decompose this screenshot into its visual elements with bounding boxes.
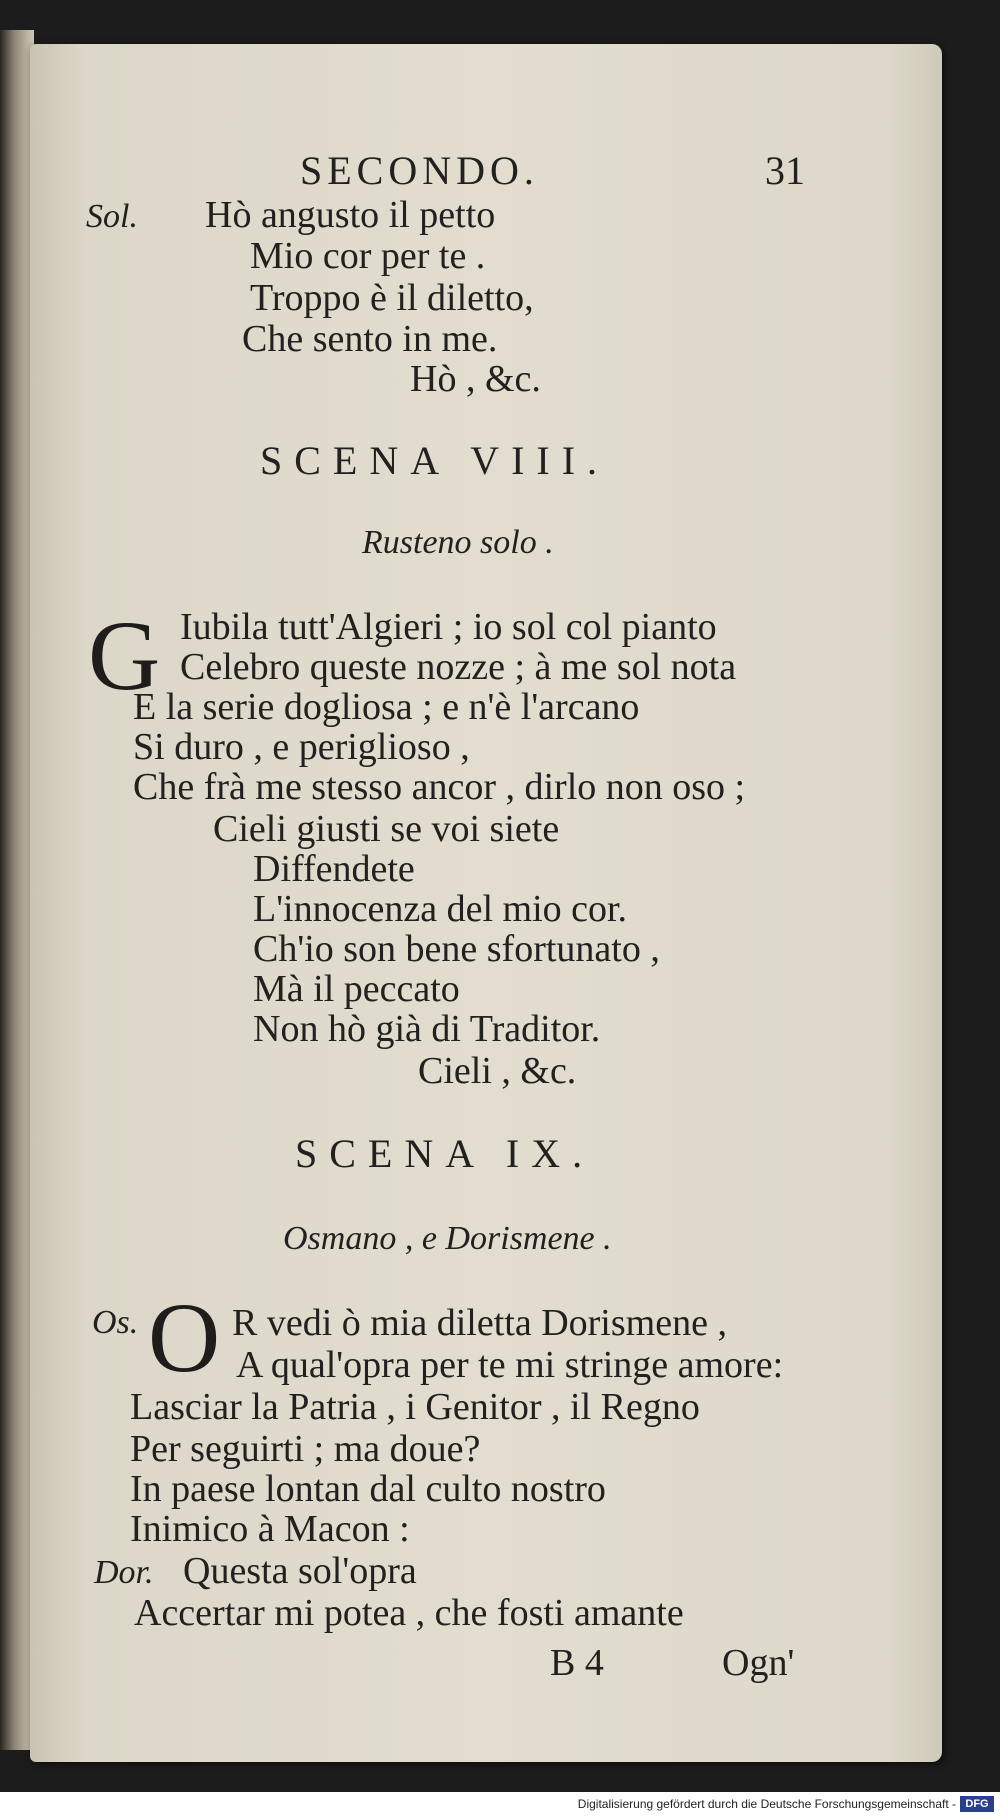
verse-line: Mio cor per te . [250, 235, 486, 277]
verse-line: Accertar mi potea , che fosti amante [134, 1592, 684, 1634]
verse-line: A qual'opra per te mi stringe amore: [236, 1344, 784, 1386]
verse-line: Che sento in me. [242, 318, 498, 360]
speaker-label: Os. [92, 1304, 139, 1341]
refrain: Cieli , &c. [418, 1050, 577, 1092]
aria-line: L'innocenza del mio cor. [253, 888, 628, 930]
footer-credit: Digitalisierung gefördert durch die Deutsche Forschungsgemeinschaft - [577, 1797, 956, 1811]
running-head: SECONDO. [300, 148, 539, 193]
book-spine [0, 30, 34, 1750]
verse-line: R vedi ò mia diletta Dorismene , [232, 1302, 727, 1344]
speaker-label: Sol. [86, 198, 138, 235]
verse-line: Hò angusto il petto [205, 194, 496, 236]
verse-line: Questa sol'opra [183, 1550, 417, 1592]
aria-line: Cieli giusti se voi siete [213, 808, 560, 850]
verse-line: E la serie dogliosa ; e n'è l'arcano [133, 686, 640, 728]
verse-line: Troppo è il diletto, [250, 277, 534, 319]
scene-cast: Osmano , e Dorismene . [283, 1220, 612, 1257]
verse-line: Inimico à Macon : [130, 1508, 410, 1550]
drop-cap: O [148, 1282, 221, 1393]
scene-cast: Rusteno solo . [362, 524, 554, 561]
scene-heading: SCENA IX. [295, 1131, 595, 1176]
refrain: Hò , &c. [410, 358, 541, 400]
scene-heading: SCENA VIII. [260, 438, 610, 483]
dfg-logo: DFG [960, 1796, 994, 1812]
aria-line: Diffendete [253, 848, 415, 890]
verse-line: Per seguirti ; ma doue? [130, 1428, 481, 1470]
catchword: Ogn' [722, 1642, 795, 1684]
verse-line: Iubila tutt'Algieri ; io sol col pianto [180, 606, 717, 648]
verse-line: Che frà me stesso ancor , dirlo non oso ; [133, 766, 746, 808]
signature-mark: B 4 [550, 1642, 604, 1684]
aria-line: Ch'io son bene sfortunato , [253, 928, 660, 970]
aria-line: Mà il peccato [253, 968, 460, 1010]
verse-line: Lasciar la Patria , i Genitor , il Regno [130, 1386, 700, 1428]
verse-line: Si duro , e periglioso , [133, 726, 470, 768]
verse-line: In paese lontan dal culto nostro [130, 1468, 606, 1510]
drop-cap: G [88, 600, 161, 711]
page-number: 31 [765, 148, 805, 193]
aria-line: Non hò già di Traditor. [253, 1008, 601, 1050]
verse-line: Celebro queste nozze ; à me sol nota [180, 646, 737, 688]
speaker-label: Dor. [94, 1554, 154, 1591]
